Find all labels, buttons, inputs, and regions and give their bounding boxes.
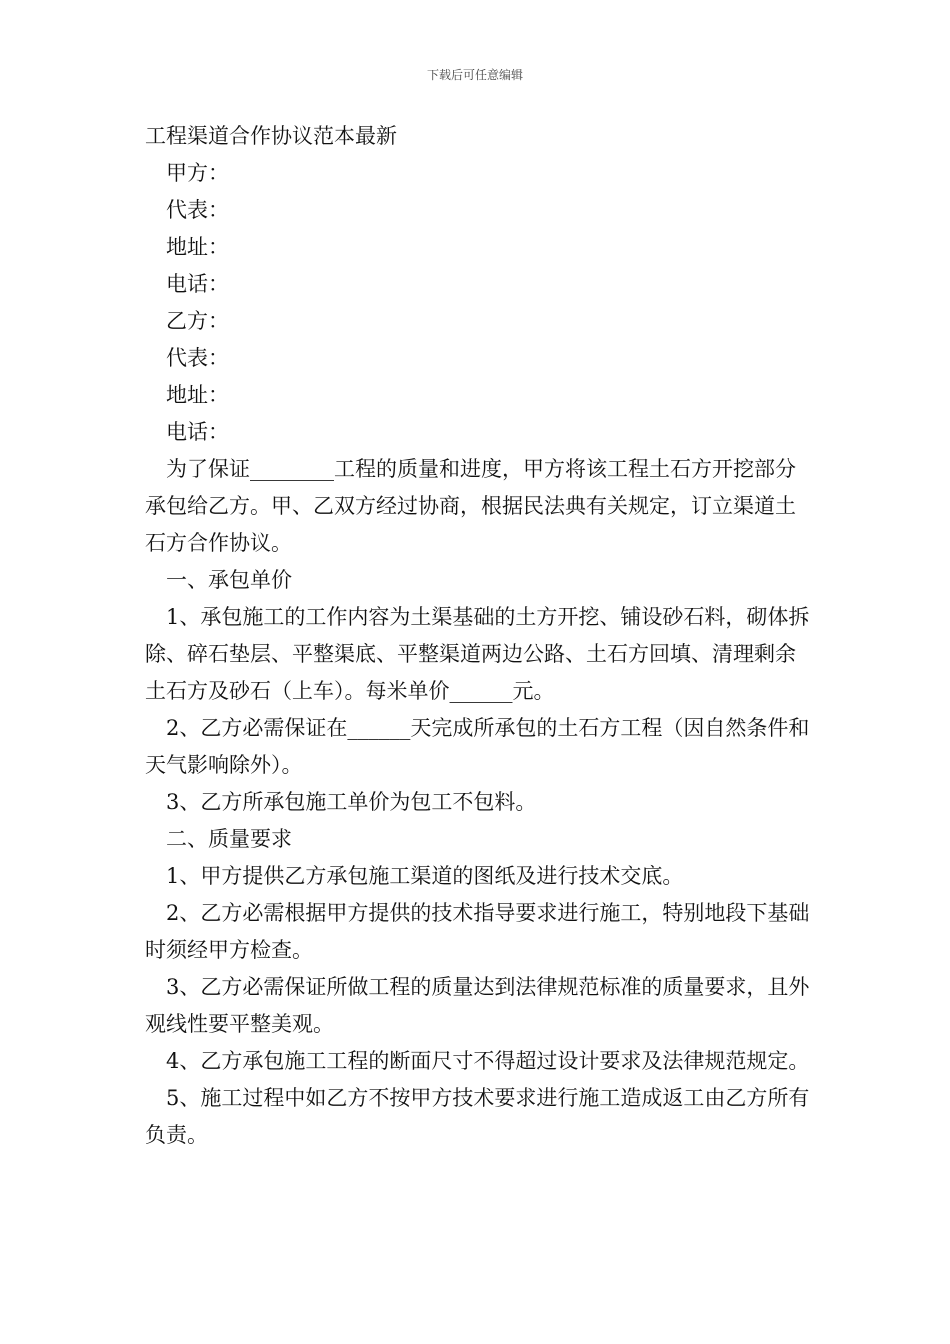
party-b-address-label: 地址： bbox=[166, 383, 229, 407]
section-2-item: 5、施工过程中如乙方不按甲方技术要求进行施工造成返工由乙方所有负责。 bbox=[145, 1086, 810, 1147]
section-1-item: 2、乙方必需保证在______天完成所承包的土石方工程（因自然条件和天气影响除外）。 bbox=[145, 716, 810, 777]
section-1-item: 3、乙方所承包施工单价为包工不包料。 bbox=[166, 790, 537, 814]
party-a-rep-label: 代表： bbox=[166, 198, 229, 222]
party-b-rep-label: 代表： bbox=[166, 346, 229, 370]
party-b-name-label: 乙方： bbox=[166, 309, 229, 333]
party-a-address-label: 地址： bbox=[166, 235, 229, 259]
page-header-note: 下载后可任意编辑 bbox=[426, 68, 523, 82]
section-2-heading: 二、质量要求 bbox=[166, 827, 292, 851]
section-2-item: 2、乙方必需根据甲方提供的技术指导要求进行施工，特别地段下基础时须经甲方检查。 bbox=[145, 901, 810, 962]
section-2-item: 3、乙方必需保证所做工程的质量达到法律规范标准的质量要求，且外观线性要平整美观。 bbox=[145, 975, 810, 1036]
section-2-item: 1、甲方提供乙方承包施工渠道的图纸及进行技术交底。 bbox=[166, 864, 684, 888]
document-title: 工程渠道合作协议范本最新 bbox=[145, 124, 397, 148]
section-1-heading: 一、承包单价 bbox=[166, 568, 292, 592]
section-1-item: 1、承包施工的工作内容为土渠基础的土方开挖、铺设砂石料，砌体拆除、碎石垫层、平整渠底、平整渠道两边公路、土石方回填、清理剩余土石方及砂石（上车）。每米单价______元。 bbox=[145, 605, 810, 703]
section-2-item: 4、乙方承包施工工程的断面尺寸不得超过设计要求及法律规范规定。 bbox=[166, 1049, 810, 1073]
party-a-phone-label: 电话： bbox=[166, 272, 229, 296]
intro-paragraph: 为了保证________工程的质量和进度，甲方将该工程土石方开挖部分承包给乙方。甲、乙双方经过协商，根据民法典有关规定，订立渠道土石方合作协议。 bbox=[145, 457, 796, 555]
party-a-name-label: 甲方： bbox=[166, 161, 229, 185]
party-b-phone-label: 电话： bbox=[166, 420, 229, 444]
document-body bbox=[145, 118, 813, 1154]
